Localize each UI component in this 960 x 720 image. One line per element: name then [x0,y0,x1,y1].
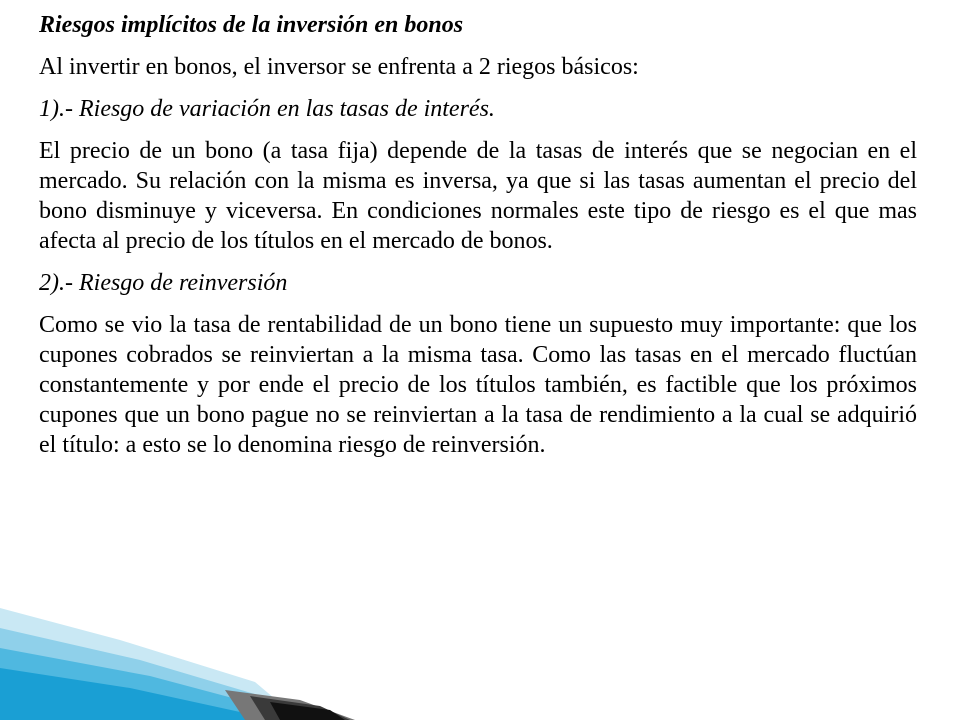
intro-text: Al invertir en bonos, el inversor se enfrenta a 2 riegos básicos: [39,54,639,80]
swoosh-dark-gray [225,690,355,720]
risk1-body: El precio de un bono (a tasa fija) depende de la tasas de interés que se negocian en el mercado. Su relación con la misma es inversa, ya que si las tasas aumentan el precio del bono disminuye y viceversa. En condiciones normales este tipo de riesgo es el que mas afecta al precio de los títulos en el mercado de bonos. [39,138,917,254]
risk1-heading: 1).- Riesgo de variación en las tasas de interés. [39,96,495,122]
risk2-heading: 2).- Riesgo de reinversión [39,270,288,296]
swoosh-stripe-pale [0,628,290,720]
swoosh-stripe-blue [0,668,250,720]
swoosh-dark-mid [250,696,350,720]
risk2-body: Como se vio la tasa de rentabilidad de un bono tiene un supuesto muy importante: que los cupones cobrados se reinviertan a la misma tasa. Como las tasas en el mercado fluctúan constantemente y por ende el precio de los títulos también, es factible que los próximos cupones que un bono pague no se reinviertan a la tasa de rendimiento a la cual se adquirió el título: a esto se lo denomina riesgo de reinversión. [39,312,917,458]
slide-title: Riesgos implícitos de la inversión en bonos [39,12,464,38]
swoosh-dark-black [270,702,345,720]
swoosh-stripe-mid [0,648,280,720]
slide-content [39,10,917,472]
swoosh-stripe-light [0,608,300,720]
